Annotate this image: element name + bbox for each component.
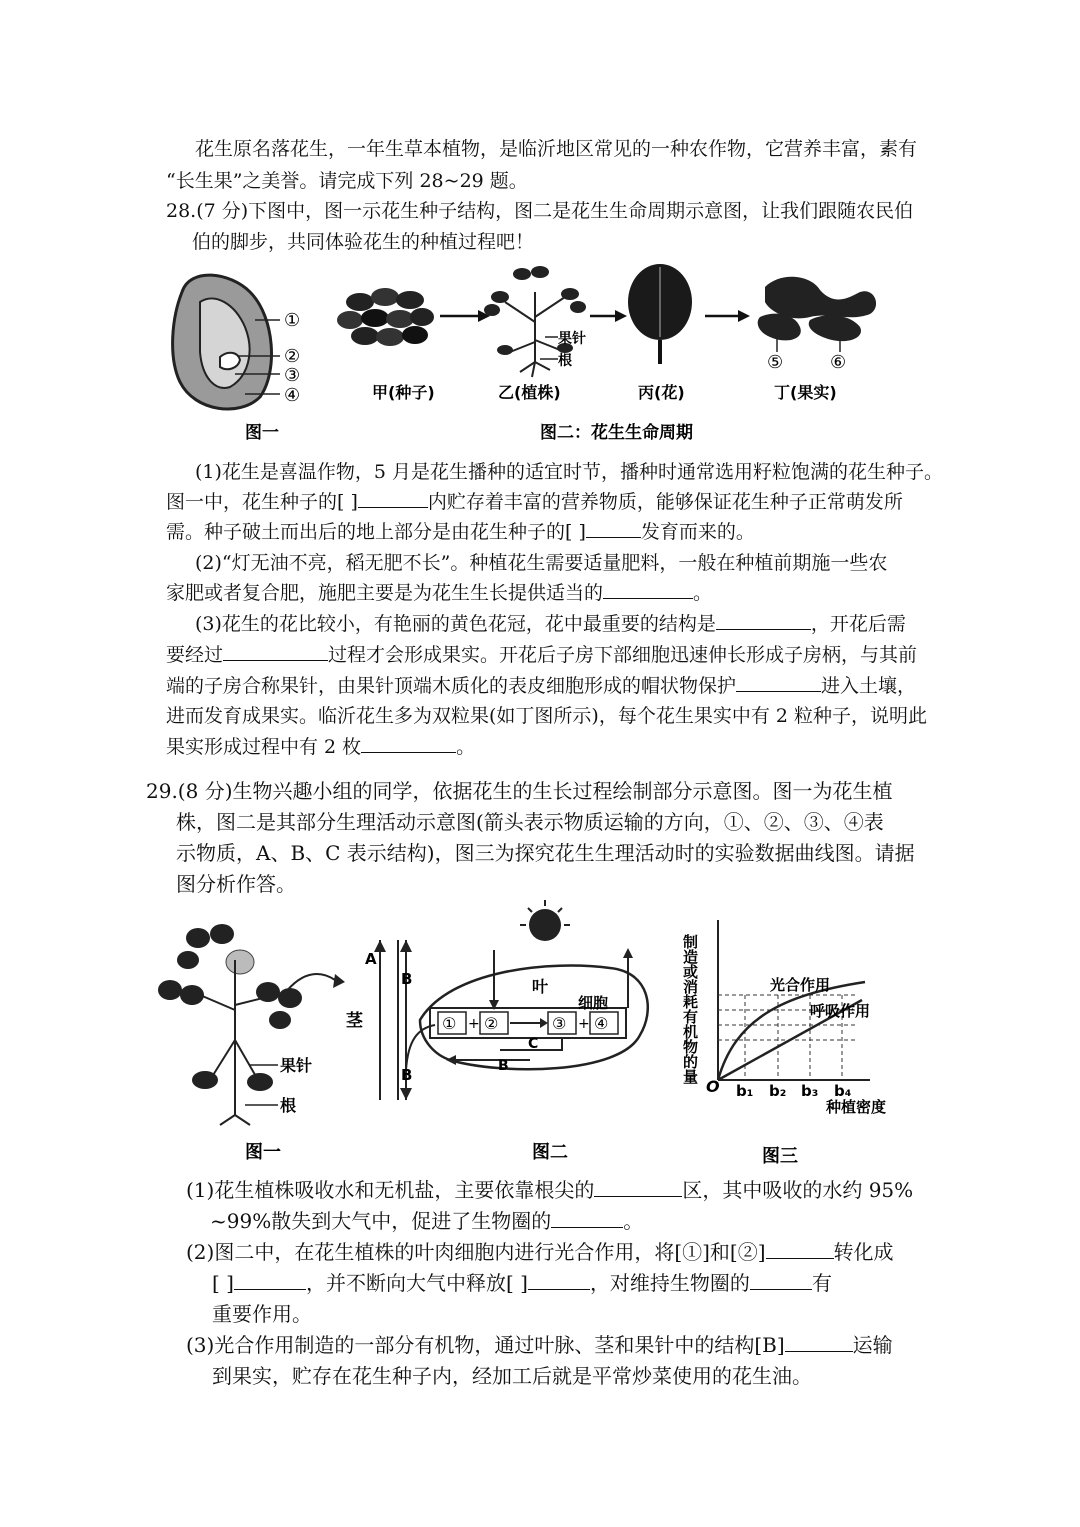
stage-seed: 甲(种子) (372, 383, 435, 402)
fig2-label-jing: 茎 (346, 1011, 363, 1031)
q28-p2-a: (2)“灯无油不亮，稻无肥不长”。种植花生需要适量肥料，一般在种植前期施一些农 (195, 552, 888, 574)
answer-blank[interactable] (223, 642, 328, 661)
q29-p1-b (210, 1208, 643, 1234)
fig3-tick-b4: b₄ (834, 1082, 852, 1100)
q28-p2-b1: 家肥或者复合肥，施肥主要是为花生生长提供适当的 (166, 582, 604, 604)
label-5: ⑤ (767, 352, 784, 373)
q28-p3-a2: ，开花后需 (810, 613, 906, 635)
fig2-label-1: ① (442, 1014, 457, 1033)
q28-p3-a (195, 611, 906, 637)
fig2-plus-2: + (578, 1016, 590, 1032)
fig3-tick-b2: b₂ (769, 1082, 787, 1100)
q29-p2-b2: ，并不断向大气中释放[ ] (305, 1271, 528, 1295)
flower-drawing (628, 264, 692, 364)
q29-p2-b4: 有 (811, 1271, 832, 1295)
q29-caption-3: 图三 (762, 1146, 798, 1167)
arrowhead-3 (738, 310, 750, 322)
q29-p2-c: 重要作用。 (212, 1302, 312, 1326)
q29-stem-2: 株，图二是其部分生理活动示意图(箭头表示物质运输的方向，①、②、③、④表 (176, 810, 884, 834)
q29-stem-3: 示物质，A、B、C 表示结构)，图三为探究花生生理活动时的实验数据曲线图。请据 (176, 841, 915, 865)
q28-p3-e (166, 734, 475, 760)
q28-p1-c (166, 519, 755, 545)
q28-p2-b2: 。 (693, 582, 713, 604)
answer-blank[interactable] (594, 1178, 682, 1197)
fig3-origin: O (706, 1077, 720, 1096)
q28-p3-b2: 过程才会形成果实。开花后子房下部细胞迅速伸长形成子房柄，与其前 (328, 644, 918, 666)
fig2-label-3: ③ (552, 1014, 567, 1033)
q28-p1-b1: 图一中，花生种子的[ ] (166, 491, 358, 513)
stage-plant: 乙(植株) (498, 383, 561, 402)
label-4: ④ (284, 385, 301, 406)
q29-p2-a1: (2)图二中，在花生植株的叶肉细胞内进行光合作用，将[①]和[②] (186, 1240, 766, 1264)
seed-structure-drawing (173, 275, 280, 409)
plant-drawing (158, 924, 345, 1125)
fig1-label-gen: 根 (280, 1096, 297, 1115)
answer-blank[interactable] (551, 1209, 623, 1228)
q29-caption-1: 图一 (245, 1142, 281, 1163)
intro-line-2: “长生果”之美誉。请完成下列 28~29 题。 (166, 170, 528, 192)
answer-blank[interactable] (736, 673, 821, 692)
answer-blank[interactable] (586, 519, 641, 538)
answer-blank[interactable] (603, 580, 693, 599)
q29-p3-a (186, 1332, 893, 1358)
stage-flower: 丙(花) (638, 383, 685, 402)
q29-p2-a (186, 1239, 894, 1265)
fig2-plus-1: + (468, 1016, 480, 1032)
q28-p2-b (166, 580, 712, 606)
fig2-label-B-bottom: B (401, 1066, 413, 1084)
q29-stem-4: 图分析作答。 (176, 872, 296, 896)
fig2-label-B-top: B (401, 970, 413, 988)
label-6: ⑥ (830, 352, 847, 373)
fig2-label-2: ② (484, 1014, 499, 1033)
q28-p3-c (166, 673, 916, 699)
q29-p1-a (186, 1177, 913, 1203)
seeds-drawing (337, 288, 434, 346)
q29-p2-b1: [ ] (212, 1271, 234, 1295)
stage-fruit: 丁(果实) (774, 383, 837, 402)
fig2-label-4: ④ (594, 1014, 609, 1033)
answer-blank[interactable] (361, 734, 456, 753)
photosynthesis-respiration-chart (718, 920, 870, 1080)
q29-p1-b1: ~99%散失到大气中，促进了生物圈的 (210, 1209, 552, 1233)
intro-line-1: 花生原名落花生，一年生草本植物，是临沂地区常见的一种农作物，它营养丰富，素有 (195, 138, 918, 160)
arrowhead-2 (615, 310, 627, 322)
answer-blank[interactable] (528, 1271, 590, 1290)
answer-blank[interactable] (358, 489, 428, 508)
q28-p1-a: (1)花生是喜温作物，5 月是花生播种的适宜时节，播种时通常选用籽粒饱满的花生种子。 (195, 461, 944, 483)
q28-caption-1: 图一 (245, 423, 279, 443)
label-1: ① (284, 310, 301, 331)
plant-label-guozhen: 果针 (558, 331, 586, 347)
q29-p3-a1: (3)光合作用制造的一部分有机物，通过叶脉、茎和果针中的结构[B] (186, 1333, 785, 1357)
q28-stem-1: 28.(7 分)下图中，图一示花生种子结构，图二是花生生命周期示意图，让我们跟随农民伯 (166, 200, 914, 222)
q28-p3-c1: 端的子房合称果针，由果针顶端木质化的表皮细胞形成的帽状物保护 (166, 675, 737, 697)
q28-p1-b (166, 489, 903, 515)
plant-drawing (505, 292, 565, 377)
answer-blank[interactable] (716, 611, 811, 630)
fig2-label-A: A (365, 950, 377, 968)
q29-p1-b2: 。 (623, 1209, 644, 1233)
q29-p2-a2: 转化成 (833, 1240, 894, 1264)
q28-p3-b (166, 642, 917, 668)
fig3-label-photo: 光合作用 (770, 976, 831, 994)
q29-figure (150, 900, 920, 1175)
label-3: ③ (284, 365, 301, 386)
fig3-xlabel: 种植密度 (826, 1098, 887, 1116)
q29-p3-a2: 运输 (852, 1333, 893, 1357)
fig3-label-resp: 呼吸作用 (810, 1002, 871, 1020)
q29-caption-2: 图二 (532, 1142, 568, 1163)
q29-p2-b (212, 1270, 832, 1296)
q28-p3-e1: 果实形成过程中有 2 枚 (166, 736, 362, 758)
answer-blank[interactable] (234, 1271, 306, 1290)
q29-stem-1: 29.(8 分)生物兴趣小组的同学，依据花生的生长过程绘制部分示意图。图一为花生植 (146, 779, 893, 803)
q28-caption-2: 图二：花生生命周期 (540, 423, 693, 443)
q29-p2-b3: ，对维持生物圈的 (589, 1271, 750, 1295)
answer-blank[interactable] (785, 1333, 853, 1352)
q28-p1-c2: 发育而来的。 (640, 521, 755, 543)
fig2-label-xibao: 细胞 (578, 994, 609, 1012)
q29-p1-a2: 区，其中吸收的水约 95% (682, 1178, 914, 1202)
q29-p3-b: 到果实，贮存在花生种子内，经加工后就是平常炒菜使用的花生油。 (212, 1364, 812, 1388)
plant-label-gen: 根 (558, 353, 572, 369)
fig2-label-B-mid: B (498, 1058, 509, 1074)
q29-p1-a1: (1)花生植株吸收水和无机盐，主要依靠根尖的 (186, 1178, 595, 1202)
q28-p3-b1: 要经过 (166, 644, 224, 666)
answer-blank[interactable] (750, 1271, 812, 1290)
q28-p1-b2: 内贮存着丰富的营养物质，能够保证花生种子正常萌发所 (427, 491, 903, 513)
q28-p1-c1: 需。种子破土而出后的地上部分是由花生种子的[ ] (166, 521, 586, 543)
fig3-tick-b3: b₃ (801, 1082, 819, 1100)
answer-blank[interactable] (766, 1240, 834, 1259)
q28-stem-2: 伯的脚步，共同体验花生的种植过程吧！ (192, 231, 535, 253)
fig2-label-C: C (528, 1036, 539, 1052)
fig2-label-ye: 叶 (532, 977, 549, 996)
q28-figure (160, 252, 900, 452)
q28-p3-d: 进而发育成果实。临沂花生多为双粒果(如丁图所示)，每个花生果实中有 2 粒种子，说明此 (166, 705, 927, 727)
fig3-ylabel: 制造或消耗有机物的量 (681, 934, 699, 1084)
fig1-label-guozhen: 果针 (280, 1056, 313, 1075)
fruit-drawing (758, 277, 876, 341)
fig3-tick-b1: b₁ (736, 1082, 754, 1100)
q28-p3-e2: 。 (456, 736, 476, 758)
q28-p3-c2: 进入土壤， (821, 675, 917, 697)
label-2: ② (284, 346, 301, 367)
q28-p3-a1: (3)花生的花比较小，有艳丽的黄色花冠，花中最重要的结构是 (195, 613, 716, 635)
